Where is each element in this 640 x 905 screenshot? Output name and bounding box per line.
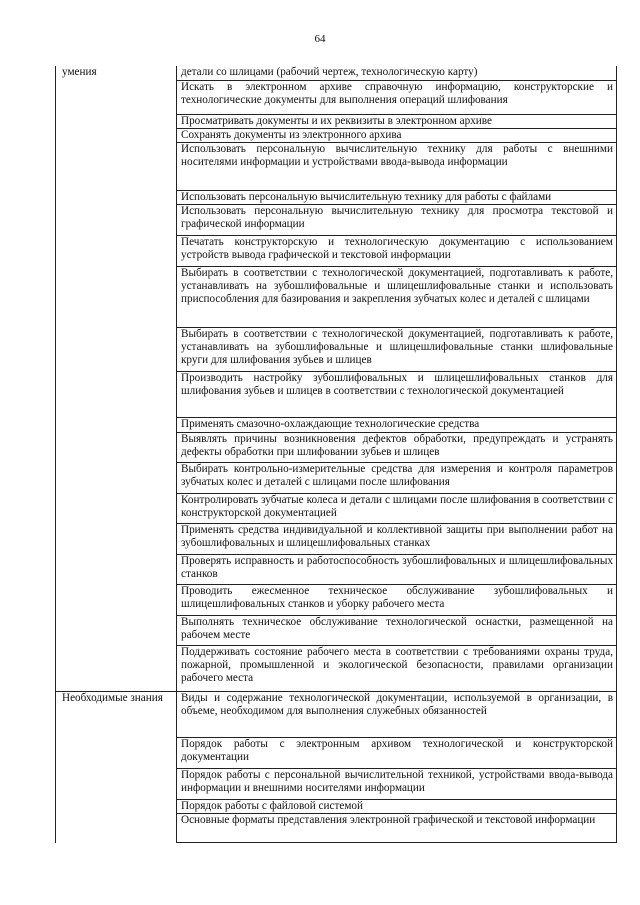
table-row: Применять средства индивидуальной и коллективной защиты при выполнении работ на зубошлифовальных и шлицешлифовальных станках bbox=[177, 523, 616, 554]
table-row: Сохранять документы из электронного архива bbox=[177, 128, 616, 142]
table-row: Использовать персональную вычислительную технику для работы с внешними носителями информации и устройствами ввода-вывода информации bbox=[177, 142, 616, 190]
skills-section bbox=[56, 66, 616, 691]
table-row: Порядок работы с электронным архивом технологической и конструкторской документации bbox=[177, 737, 616, 768]
table-row: Выбирать в соответствии с технологической документацией, подготавливать к работе, устанавливать на зубошлифовальные и шлицешлифовальные станки шлифовальные круги для шлифования зубьев и шлицев bbox=[177, 327, 616, 371]
table-row: Основные форматы представления электронной графической и текстовой информации bbox=[177, 813, 616, 843]
table-row: детали со шлицами (рабочий чертеж, технологическую карту) bbox=[181, 66, 478, 78]
table-row: Производить настройку зубошлифовальных и шлицешлифовальных станков для шлифования зубьев и шлицев в соответствии с технологической документацией bbox=[177, 371, 616, 417]
page-number: 64 bbox=[314, 33, 326, 45]
table-row: Просматривать документы и их реквизиты в электронном архиве bbox=[177, 114, 616, 128]
table-row: Порядок работы с персональной вычислительной техникой, устройствами ввода-вывода информации и внешними носителями информации bbox=[177, 768, 616, 799]
table-row: Контролировать зубчатые колеса и детали с шлицами после шлифования в соответствии с конструкторской документацией bbox=[177, 493, 616, 523]
skills-rows bbox=[177, 66, 616, 691]
table-row: Выбирать контрольно-измерительные средства для измерения и контроля параметров зубчатых колес и деталей с шлицами после шлифования bbox=[177, 462, 616, 493]
table-row: Использовать персональную вычислительную технику для просмотра текстовой и графической информации bbox=[177, 204, 616, 235]
table-row: Проводить ежесменное техническое обслуживание зубошлифовальных и шлицешлифовальных станков и уборку рабочего места bbox=[177, 584, 616, 615]
skills-label: умения bbox=[56, 66, 177, 691]
table-row: Выбирать в соответствии с технологической документацией, подготавливать к работе, устанавливать на зубошлифовальные и шлицешлифовальные станки и использовать приспособления для базирования и закрепления зубчатых колес и деталей с шлицами bbox=[177, 266, 616, 327]
table-row: Выявлять причины возникновения дефектов обработки, предупреждать и устранять дефекты обработки при шлифовании зубьев и шлицев bbox=[177, 432, 616, 462]
knowledge-rows bbox=[177, 692, 616, 843]
knowledge-label: Необходимые знания bbox=[56, 692, 177, 843]
table-row: Проверять исправность и работоспособность зубошлифовальных и шлицешлифовальных станков bbox=[177, 554, 616, 584]
table-row: Выполнять техническое обслуживание технологической оснастки, размещенной на рабочем месте bbox=[177, 615, 616, 645]
table-row: Порядок работы с файловой системой bbox=[177, 799, 616, 813]
table-row: Виды и содержание технологической документации, используемой в организации, в объеме, необходимом для выполнения служебных обязанностей bbox=[181, 692, 613, 717]
table-row: Искать в электронном архиве справочную информацию, конструкторские и технологические документы для выполнения операций шлифования bbox=[177, 80, 616, 114]
knowledge-section bbox=[56, 691, 616, 843]
table-row: Применять смазочно-охлаждающие технологические средства bbox=[177, 417, 616, 432]
table-row: Поддерживать состояние рабочего места в соответствии с требованиями охраны труда, пожарной, промышленной и экологической безопасности, правилами организации рабочего места bbox=[177, 645, 616, 691]
requirements-table bbox=[55, 66, 617, 843]
table-row: Печатать конструкторскую и технологическую документацию с использованием устройств вывода графической и текстовой информации bbox=[177, 235, 616, 266]
table-row: Использовать персональную вычислительную технику для работы с файлами bbox=[177, 190, 616, 204]
